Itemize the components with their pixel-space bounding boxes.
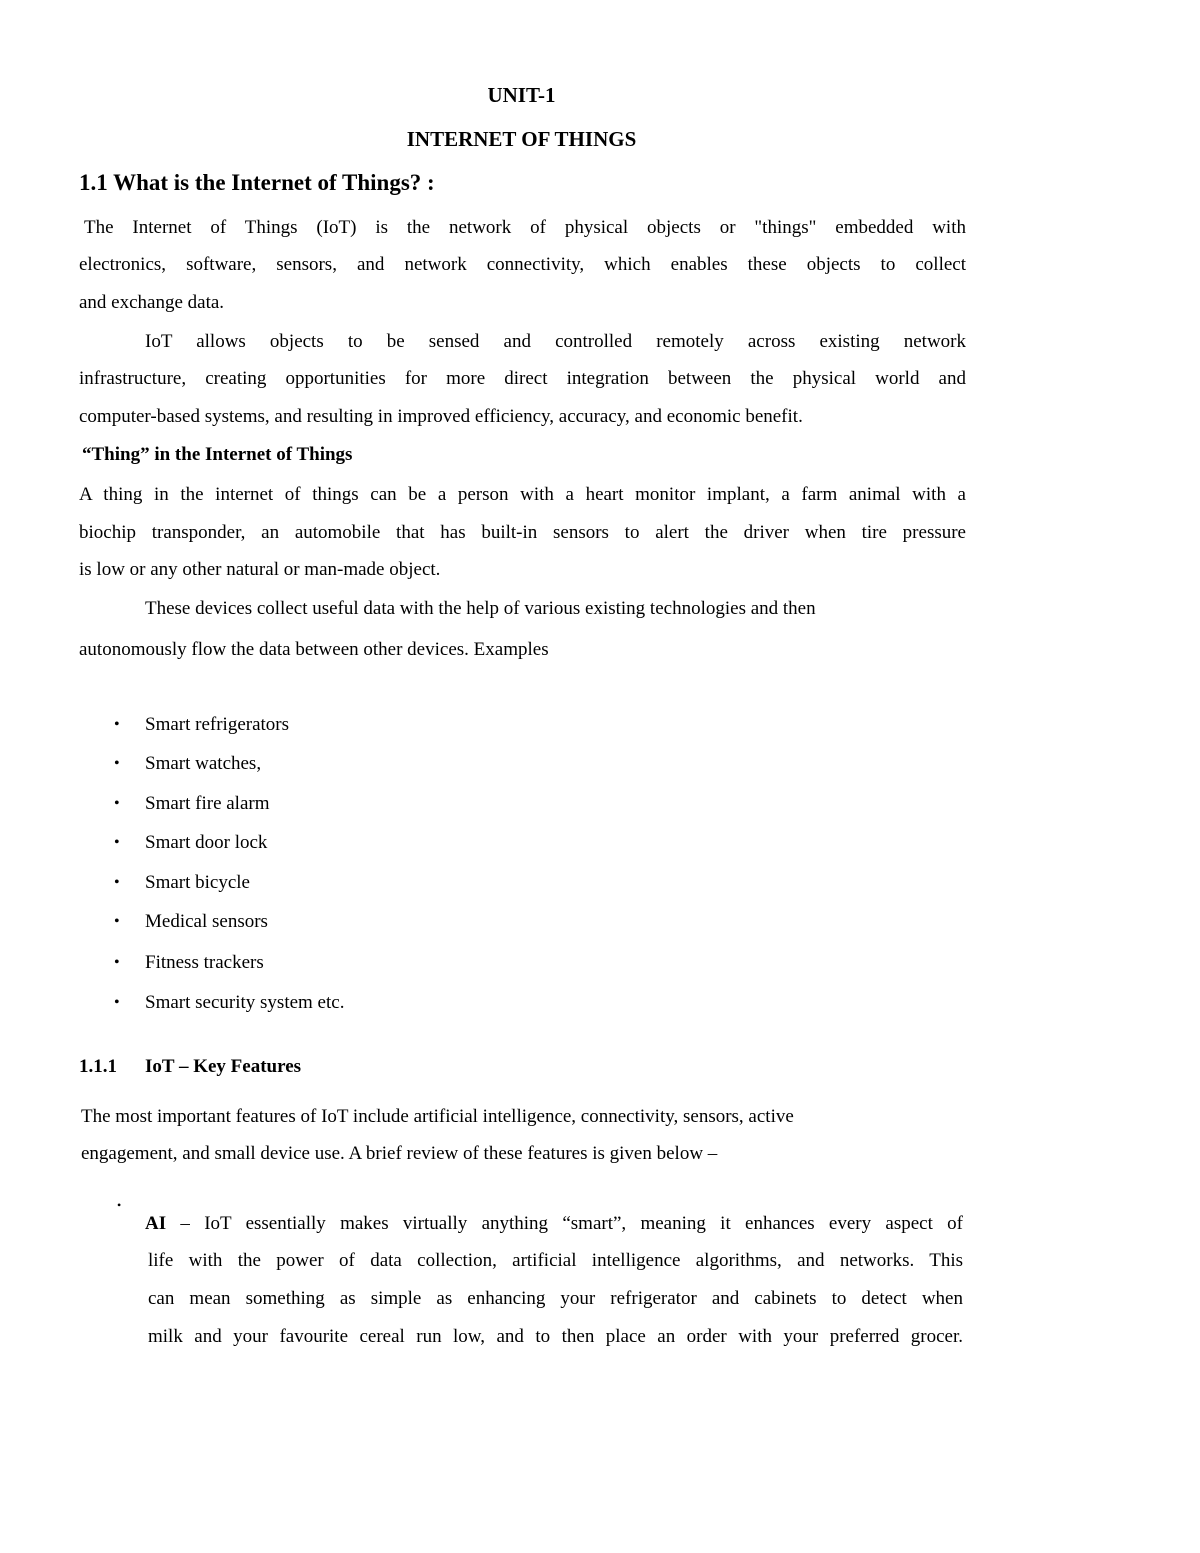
bullet-icon: • xyxy=(114,994,120,1011)
paragraph-line: biochip transponder, an automobile that has built-in sensors to alert the driver when tire pressure xyxy=(79,522,966,543)
paragraph-line: computer-based systems, and resulting in improved efficiency, accuracy, and economic benefit. xyxy=(79,406,803,427)
paragraph-line: The most important features of IoT include artificial intelligence, connectivity, sensors, active xyxy=(81,1106,794,1127)
list-item-text: Smart security system etc. xyxy=(145,992,345,1013)
ai-feature-first-line xyxy=(145,1213,963,1235)
paragraph-line: These devices collect useful data with the help of various existing technologies and then xyxy=(145,598,816,619)
paragraph-line: The Internet of Things (IoT) is the network of physical objects or "things" embedded with xyxy=(84,217,966,238)
bullet-icon: • xyxy=(114,834,120,851)
paragraph-line: and exchange data. xyxy=(79,292,225,313)
paragraph-line: electronics, software, sensors, and network connectivity, which enables these objects to collect xyxy=(79,254,966,275)
paragraph-line: autonomously flow the data between other devices. Examples xyxy=(79,639,549,660)
paragraph-line: A thing in the internet of things can be a person with a heart monitor implant, a farm animal with a xyxy=(79,484,966,505)
list-item-text: Smart refrigerators xyxy=(145,714,290,735)
bullet-icon: • xyxy=(114,874,120,891)
thing-subheading: “Thing” in the Internet of Things xyxy=(82,444,353,465)
paragraph-line: is low or any other natural or man-made object. xyxy=(79,559,441,580)
bullet-icon: • xyxy=(114,716,120,733)
section-heading-1-1: 1.1 What is the Internet of Things? : xyxy=(79,170,435,195)
ai-feature-line: life with the power of data collection, artificial intelligence algorithms, and networks. This xyxy=(148,1250,963,1271)
list-item-text: Fitness trackers xyxy=(145,952,264,973)
ai-term: AI xyxy=(145,1213,167,1234)
ai-feature-line: milk and your favourite cereal run low, and to then place an order with your preferred grocer. xyxy=(148,1326,963,1347)
bullet-icon: • xyxy=(114,954,120,971)
section-number-1-1-1: 1.1.1 xyxy=(79,1056,117,1077)
list-item-text: Smart door lock xyxy=(145,832,268,853)
bullet-icon: • xyxy=(114,913,120,930)
bullet-icon: • xyxy=(114,755,120,772)
ai-feature-line: can mean something as simple as enhancing your refrigerator and cabinets to detect when xyxy=(148,1288,963,1309)
ai-feature-line: – IoT essentially makes virtually anything “smart”, meaning it enhances every aspect of xyxy=(180,1213,963,1234)
list-item-text: Smart fire alarm xyxy=(145,793,270,814)
section-heading-1-1-1: IoT – Key Features xyxy=(145,1056,302,1077)
paragraph-line: engagement, and small device use. A brief review of these features is given below – xyxy=(81,1143,718,1164)
bullet-icon: • xyxy=(117,1198,122,1212)
subject-title: INTERNET OF THINGS xyxy=(406,127,637,151)
paragraph-line: infrastructure, creating opportunities for more direct integration between the physical world and xyxy=(79,368,966,389)
list-item-text: Smart bicycle xyxy=(145,872,250,893)
list-item-text: Medical sensors xyxy=(145,911,268,932)
bullet-icon: • xyxy=(114,795,120,812)
list-item-text: Smart watches, xyxy=(145,753,262,774)
unit-title: UNIT-1 xyxy=(487,83,556,107)
paragraph-line: IoT allows objects to be sensed and controlled remotely across existing network xyxy=(145,331,966,352)
